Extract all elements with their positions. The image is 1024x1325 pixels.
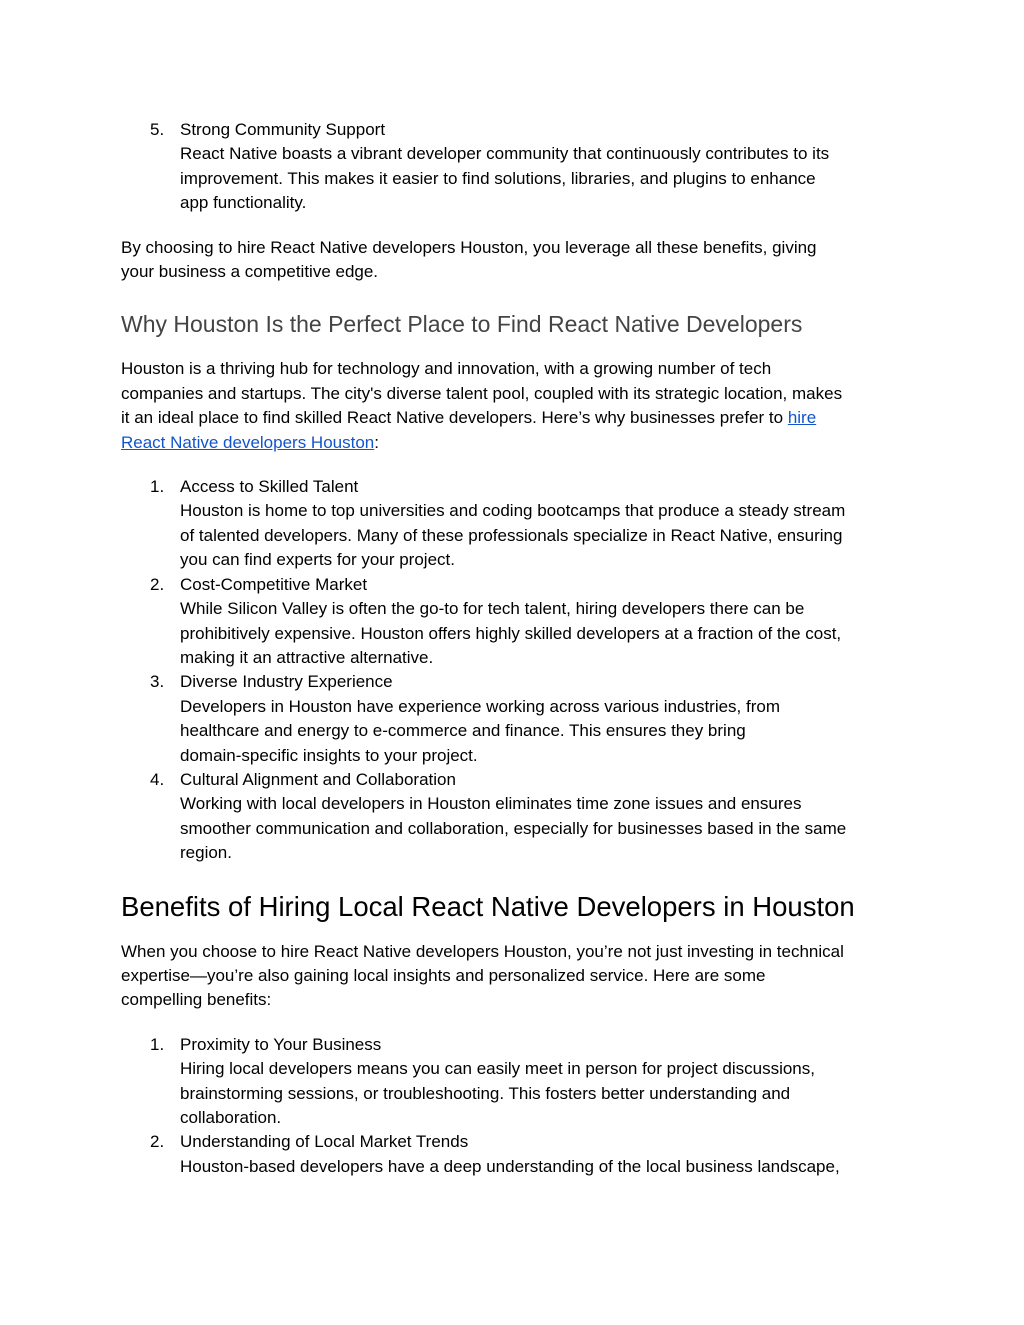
- list-item-line: Hiring local developers means you can easily meet in person for project discussions,: [180, 1059, 815, 1079]
- list-item: [121, 1033, 907, 1131]
- section-heading-benefits: Benefits of Hiring Local React Native Developers in Houston: [121, 890, 855, 922]
- list-item-line: you can find experts for your project.: [180, 550, 455, 570]
- paragraph-line: When you choose to hire React Native developers Houston, you’re not just investing in technical: [121, 941, 844, 961]
- list-number: 1.: [150, 1034, 165, 1054]
- hire-developers-link-part1[interactable]: hire: [787, 408, 817, 428]
- list-item-title: Diverse Industry Experience: [180, 672, 393, 692]
- list-number: 2.: [150, 574, 165, 594]
- list-item-line: brainstorming sessions, or troubleshooting. This fosters better understanding and: [180, 1083, 791, 1103]
- list-item-line: While Silicon Valley is often the go-to for tech talent, hiring developers there can be: [180, 599, 805, 619]
- list-item-line: Developers in Houston have experience working across various industries, from: [180, 696, 781, 716]
- list-number: 5.: [150, 120, 165, 139]
- list-item: [121, 118, 907, 216]
- list-item-line: React Native boasts a vibrant developer community that continuously contributes to its: [180, 144, 830, 164]
- list-number: 1.: [150, 477, 165, 497]
- list-item-title: Proximity to Your Business: [180, 1034, 382, 1054]
- list-item-title: Access to Skilled Talent: [180, 477, 359, 497]
- list-item: [121, 768, 907, 866]
- list-item-title: Understanding of Local Market Trends: [180, 1132, 469, 1152]
- list-item-title: Cultural Alignment and Collaboration: [180, 769, 456, 789]
- list-item: [121, 475, 907, 573]
- hire-developers-link-part2[interactable]: React Native developers Houston: [121, 432, 375, 452]
- list-number: 2.: [150, 1132, 165, 1152]
- list-item-line: Houston-based developers have a deep understanding of the local business landscape,: [180, 1156, 840, 1176]
- paragraph-line: compelling benefits:: [121, 990, 272, 1010]
- paragraph-line: expertise—you’re also gaining local insights and personalized service. Here are some: [121, 965, 766, 985]
- list-item-line: Working with local developers in Houston eliminates time zone issues and ensures: [180, 794, 802, 814]
- list-item-line: app functionality.: [180, 193, 307, 213]
- section-heading-why-houston: Why Houston Is the Perfect Place to Find React Native Developers: [121, 311, 803, 338]
- list-number: 4.: [150, 769, 165, 789]
- list-item: [121, 670, 907, 768]
- list-item-line: improvement. This makes it easier to find solutions, libraries, and plugins to enhance: [180, 168, 816, 188]
- list-item-line: Houston is home to top universities and coding bootcamps that produce a steady stream: [180, 501, 846, 521]
- why-houston-list: [121, 475, 907, 866]
- list-item-line: making it an attractive alternative.: [180, 647, 434, 667]
- list-item-title: Cost-Competitive Market: [180, 574, 368, 594]
- paragraph-line: your business a competitive edge.: [121, 262, 379, 282]
- list-item-line: healthcare and energy to e-commerce and finance. This ensures they bring: [180, 721, 746, 741]
- list-item-line: of talented developers. Many of these professionals specialize in React Native, ensuring: [180, 525, 843, 545]
- list-item-line: region.: [180, 843, 232, 863]
- benefits-list-continued: [121, 118, 907, 216]
- local-benefits-list: [121, 1033, 907, 1179]
- paragraph-text: it an ideal place to find skilled React Native developers. Here’s why businesses prefer to: [121, 408, 788, 428]
- paragraph-line: [121, 431, 907, 455]
- paragraph-line: companies and startups. The city's diverse talent pool, coupled with its strategic location, makes: [121, 383, 843, 403]
- paragraph-line: By choosing to hire React Native developers Houston, you leverage all these benefits, giving: [121, 237, 817, 257]
- list-item: [121, 1130, 907, 1179]
- list-item-line: collaboration.: [180, 1108, 282, 1127]
- list-item: [121, 573, 907, 671]
- paragraph-line: Houston is a thriving hub for technology and innovation, with a growing number of tech: [121, 359, 772, 379]
- list-item-line: smoother communication and collaboration, especially for businesses based in the same: [180, 818, 847, 838]
- document-content: [121, 118, 907, 1179]
- list-number: 3.: [150, 672, 165, 692]
- paragraph-text: :: [374, 432, 379, 452]
- paragraph-line: [121, 406, 907, 430]
- list-item-line: domain-specific insights to your project.: [180, 745, 478, 765]
- list-item-title: Strong Community Support: [180, 120, 386, 139]
- list-item-line: prohibitively expensive. Houston offers highly skilled developers at a fraction of the cost,: [180, 623, 842, 643]
